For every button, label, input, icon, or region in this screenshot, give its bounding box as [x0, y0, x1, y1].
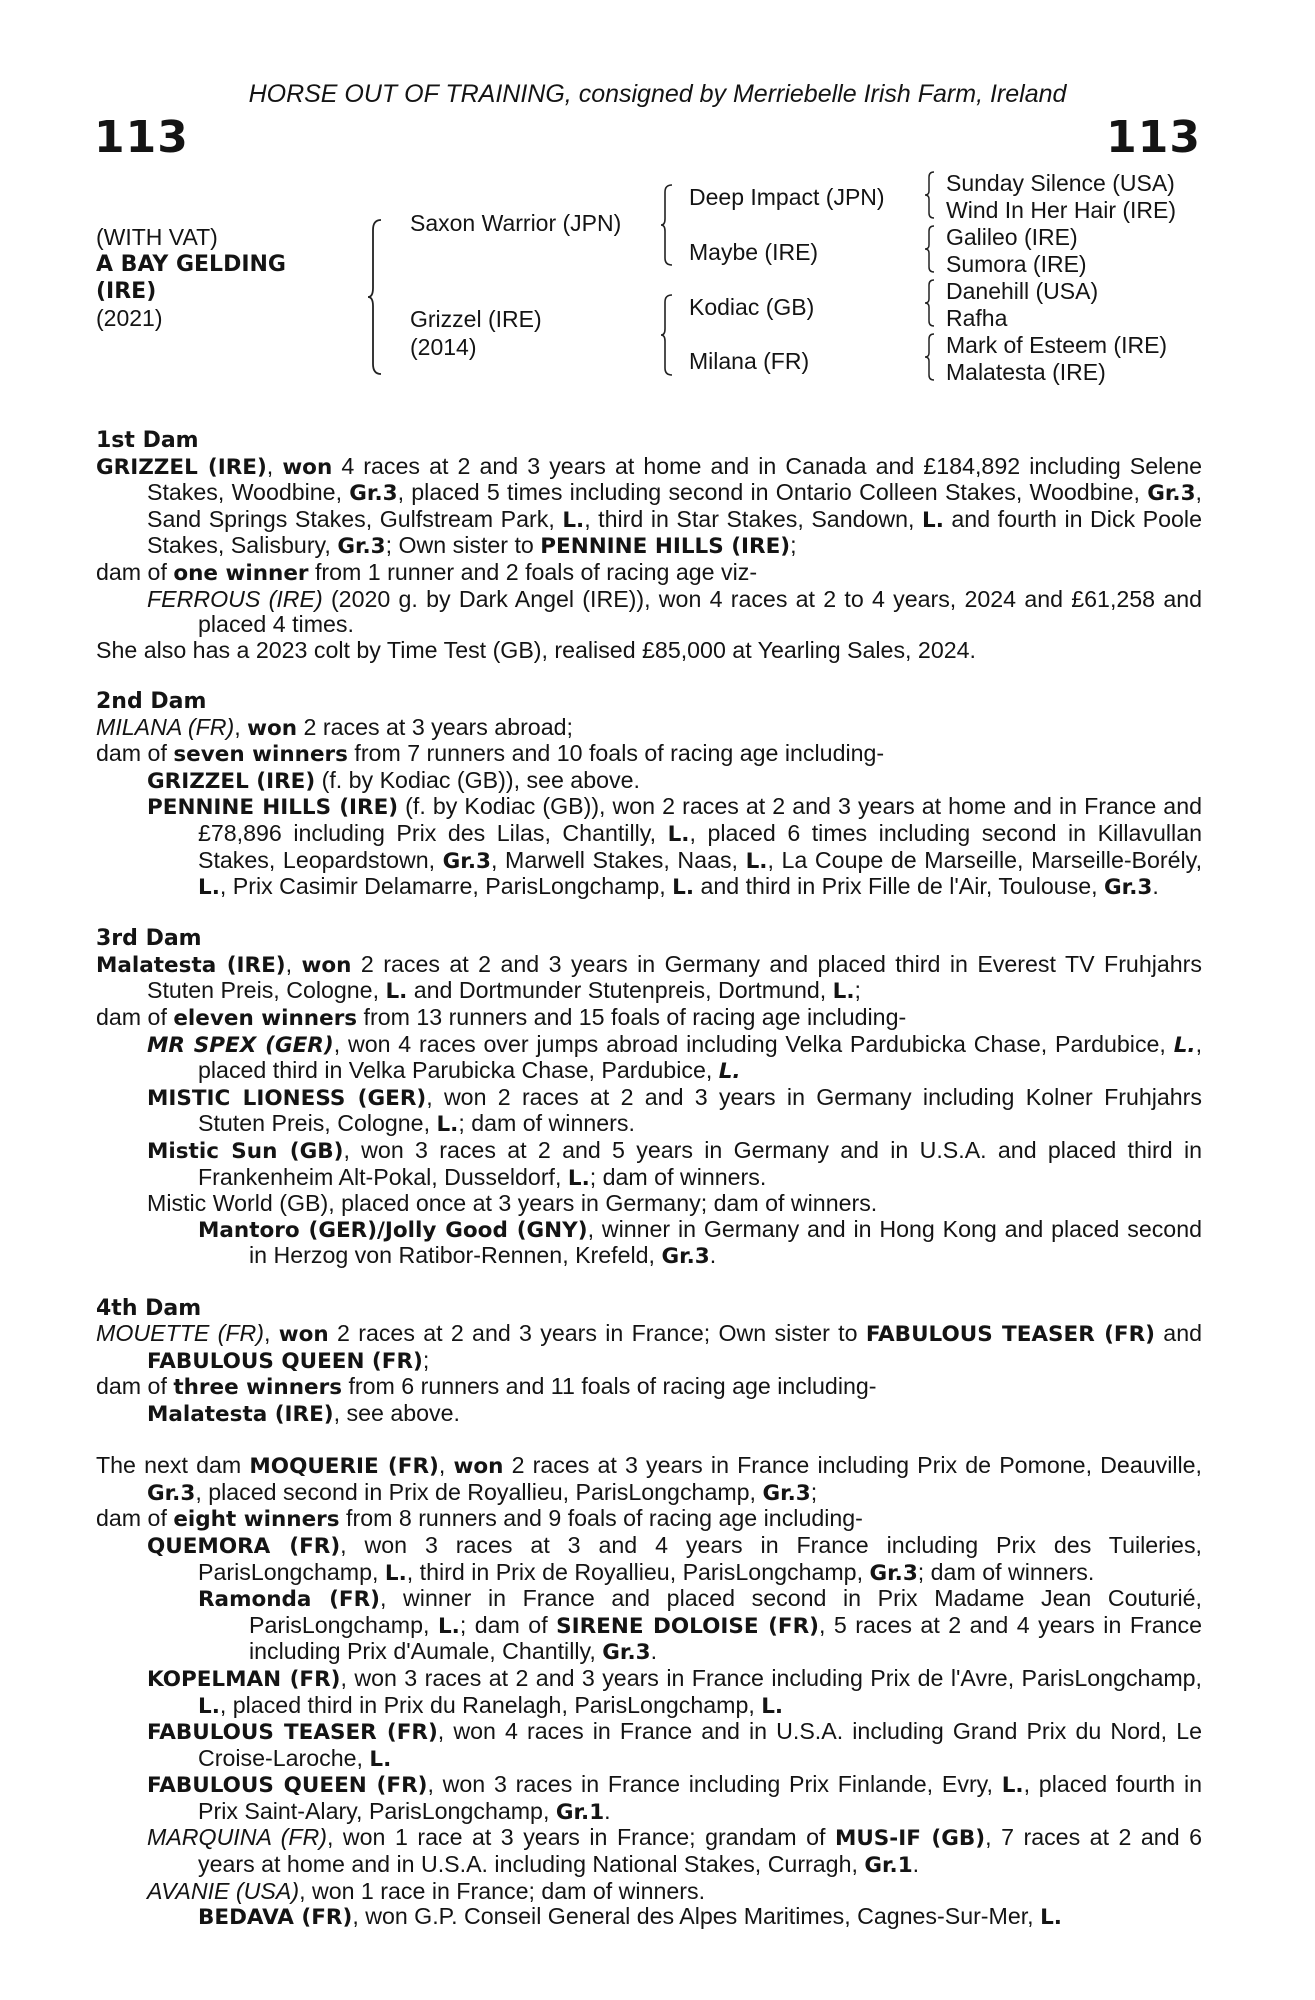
pedigree-entry — [96, 1374, 1202, 1401]
entry-highlight: MUS-IF (GB) — [834, 1826, 986, 1852]
entry-highlight: SIRENE DOLOISE (FR) — [556, 1613, 819, 1639]
entry-text: (2020 g. by Dark Angel (IRE)), won 4 races at 2 to 4 years, 2024 and £61,258 and placed 4 times. — [198, 585, 1203, 638]
entry-highlight: MISTIC LIONESS (GER) — [147, 1085, 427, 1111]
pedigree-entry — [96, 1321, 1202, 1374]
entry-highlight: Malatesta (IRE) — [96, 952, 286, 978]
pedigree-entry — [96, 1825, 1202, 1878]
entry-text: , won 1 race at 3 years in France; grandam of — [326, 1824, 835, 1851]
entry-highlight: won — [453, 1454, 504, 1480]
entry-text: Mistic World (GB), placed once at 3 years in Germany; dam of winners. — [147, 1190, 878, 1217]
ggs-brace-2 — [924, 224, 936, 274]
pedigree-entry — [96, 1032, 1202, 1085]
entry-text: , won 2 races at 2 and 3 years in Germany including Kolner Fruhjahrs Stuten Preis, Cologne, — [198, 1083, 1202, 1137]
entry-text: , won G.P. Conseil General des Alpes Maritimes, Cagnes-Sur-Mer, — [352, 1903, 1041, 1930]
dam-heading: 4th Dam — [96, 1295, 202, 1321]
entry-highlight: L. — [832, 979, 855, 1005]
entry-highlight: L. — [922, 507, 944, 533]
pedigree-entry — [96, 1879, 1202, 1905]
pedigree-entry — [96, 454, 1202, 560]
entry-text: , won 3 races at 2 and 3 years in France including Prix de l'Avre, ParisLongchamp, — [340, 1664, 1202, 1691]
entry-highlight: Gr.1 — [555, 1799, 605, 1825]
entry-text: , third in Prix de Royallieu, ParisLongchamp, — [406, 1558, 870, 1585]
entry-highlight: MARQUINA (FR) — [147, 1824, 327, 1851]
section-gap — [96, 901, 1202, 927]
entry-text: , won 1 race in France; dam of winners. — [299, 1877, 706, 1904]
entry-highlight: FABULOUS QUEEN (FR) — [147, 1773, 428, 1799]
entry-text: (f. by Kodiac (GB)), see above. — [315, 766, 640, 793]
dam-brace — [660, 293, 674, 377]
entry-text: . — [650, 1638, 658, 1665]
entry-text: from 8 runners and 9 foals of racing age including- — [339, 1505, 863, 1532]
entry-highlight: L. — [384, 1560, 407, 1586]
entry-text: . — [1152, 873, 1159, 900]
entry-text: 2 races at 3 years abroad; — [297, 713, 573, 740]
entry-highlight: eleven winners — [173, 1006, 358, 1032]
entry-highlight: Gr.3 — [1147, 481, 1196, 507]
pedigree-entry — [96, 768, 1202, 795]
entry-text: , — [264, 1320, 279, 1347]
dam-dam: Milana (FR) — [689, 348, 810, 374]
great-grandparent: Sunday Silence (USA) — [946, 170, 1175, 196]
entry-text: , placed 5 times including second in Ontario Colleen Stakes, Woodbine, — [397, 479, 1148, 506]
entry-text: . — [912, 1851, 920, 1878]
entry-highlight: Gr.3 — [661, 1244, 710, 1270]
entry-highlight: eight winners — [173, 1507, 340, 1533]
entry-highlight: L. — [369, 1746, 392, 1772]
lot-number-right: 113 — [1106, 112, 1201, 163]
pedigree-entry — [96, 1453, 1202, 1506]
entry-highlight: Malatesta (IRE) — [147, 1401, 334, 1427]
entry-highlight: MR SPEX (GER) — [147, 1032, 334, 1058]
entry-text: from 13 runners and 15 foals of racing age including- — [357, 1004, 907, 1031]
entry-text: , placed third in Prix du Ranelagh, ParisLongchamp, — [219, 1691, 762, 1718]
entry-text: She also has a 2023 colt by Time Test (GB), realised £85,000 at Yearling Sales, 2024. — [96, 636, 976, 663]
pedigree-entry — [96, 560, 1202, 587]
pedigree-entry — [96, 587, 1202, 638]
entry-text: , placed fourth in Prix Saint-Alary, ParisLongchamp, — [198, 1771, 1202, 1824]
section-gap — [96, 1428, 1202, 1454]
entry-highlight: won — [278, 1322, 329, 1348]
entry-highlight: MILANA (FR) — [96, 713, 235, 740]
pedigree-entry — [96, 1401, 1202, 1428]
entry-highlight: L. — [1173, 1032, 1196, 1058]
entry-text: , placed second in Prix de Royallieu, ParisLongchamp, — [195, 1478, 763, 1505]
entry-text: The next dam — [96, 1452, 250, 1479]
sire-brace — [660, 183, 674, 267]
entry-text: dam of — [96, 1373, 174, 1400]
pedigree-entry — [96, 1191, 1202, 1217]
pedigree-entry — [96, 794, 1202, 900]
pedigree-entry — [96, 952, 1202, 1005]
entry-text: from 7 runners and 10 foals of racing age including- — [347, 740, 885, 767]
entry-highlight: L. — [198, 1693, 220, 1719]
entry-highlight: Gr.3 — [762, 1480, 811, 1506]
entry-text: , 5 races at 2 and 4 years in France including Prix d'Aumale, Chantilly, — [249, 1611, 1202, 1665]
entry-text: , won 3 races at 2 and 5 years in Germany and in U.S.A. and placed third in Frankenheim Alt-Pokal, Dusseldorf, — [198, 1137, 1202, 1190]
entry-highlight: AVANIE (USA) — [147, 1877, 300, 1904]
dam: Grizzel (IRE) — [410, 306, 542, 332]
entry-text: , Marwell Stakes, Naas, — [490, 846, 746, 873]
sire-sire: Deep Impact (JPN) — [689, 184, 885, 210]
pedigree-entry — [96, 1005, 1202, 1032]
entry-text: , — [438, 1452, 454, 1479]
entry-text: ; — [422, 1346, 430, 1373]
entry-highlight: won — [301, 952, 352, 978]
entry-text: , winner in Germany and in Hong Kong and placed second in Herzog von Ratibor-Rennen, Krefeld, — [249, 1215, 1202, 1269]
entry-text: dam of — [96, 1505, 174, 1532]
section-gap — [96, 1270, 1202, 1296]
entry-text: , La Coupe de Marseille, Marseille-Borély, — [767, 846, 1203, 873]
entry-highlight: PENNINE HILLS (IRE) — [540, 534, 791, 560]
horse-description: A BAY GELDING — [96, 252, 286, 277]
pedigree-entry — [96, 1085, 1202, 1138]
entry-text: ; Own sister to — [385, 532, 541, 559]
dam-heading: 1st Dam — [96, 428, 199, 453]
entry-text: dam of — [96, 1004, 174, 1031]
ggs-brace-3 — [924, 278, 936, 328]
entry-text: , placed 6 times including second in Killavullan Stakes, Leopardstown, — [198, 819, 1202, 873]
entry-text: , — [266, 452, 283, 479]
entry-text: , — [234, 713, 248, 740]
entry-text: (f. by Kodiac (GB)), won 2 races at 2 and 3 years at home and in France and £78,896 including Prix des Lilas, Chantilly, — [198, 793, 1202, 846]
entry-highlight: FERROUS (IRE) — [147, 585, 323, 612]
entry-text: and Dortmunder Stutenpreis, Dortmund, — [407, 977, 833, 1004]
entry-text: 4 races at 2 and 3 years at home and in Canada and £184,892 including Selene Stakes, Woodbine, — [147, 452, 1202, 506]
entry-highlight: GRIZZEL (IRE) — [96, 454, 267, 480]
entry-text: ; dam of — [459, 1611, 557, 1638]
entry-text: , won 3 races at 3 and 4 years in France including Prix des Tuileries, ParisLongchamp, — [198, 1531, 1202, 1585]
entry-highlight: BEDAVA (FR) — [198, 1905, 353, 1931]
great-grandparent: Mark of Esteem (IRE) — [946, 332, 1168, 358]
pedigree-entry — [96, 1904, 1202, 1931]
entry-text: , Sand Springs Stakes, Gulfstream Park, — [147, 479, 1202, 532]
pedigree-entry — [96, 715, 1202, 742]
entry-highlight: MOQUERIE (FR) — [249, 1454, 439, 1480]
entry-highlight: Gr.3 — [602, 1640, 651, 1666]
horse-origin: (IRE) — [96, 279, 157, 304]
entry-highlight: Ramonda (FR) — [198, 1587, 380, 1613]
entry-highlight: KOPELMAN (FR) — [147, 1666, 341, 1692]
entry-highlight: L. — [1001, 1773, 1024, 1799]
dam-sire: Kodiac (GB) — [689, 294, 815, 320]
great-grandparent: Wind In Her Hair (IRE) — [946, 197, 1177, 223]
entry-highlight: MOUETTE (FR) — [96, 1320, 265, 1347]
entry-highlight: L. — [385, 979, 408, 1005]
entry-text: , third in Star Stakes, Sandown, — [584, 505, 922, 532]
entry-highlight: L. — [1040, 1905, 1062, 1931]
entry-highlight: L. — [761, 1693, 784, 1719]
great-grandparent: Rafha — [946, 305, 1008, 331]
pedigree-entry — [96, 1138, 1202, 1191]
entry-text: , won 3 races in France including Prix Finlande, Evry, — [427, 1771, 1002, 1798]
entry-highlight: one winner — [173, 560, 309, 586]
entry-text: , won 4 races over jumps abroad including Velka Pardubicka Chase, Pardubice, — [333, 1030, 1174, 1057]
consignor-line: HORSE OUT OF TRAINING, consigned by Merriebelle Irish Farm, Ireland — [248, 80, 1067, 108]
pedigree-entry — [96, 1217, 1202, 1270]
entry-text: ; dam of winners. — [589, 1163, 767, 1190]
entry-highlight: Mantoro (GER)/Jolly Good (GNY) — [198, 1217, 588, 1243]
entry-text: 2 races at 2 and 3 years in France; Own sister to — [328, 1320, 866, 1347]
pedigree-entry — [96, 1719, 1202, 1772]
entry-highlight: L. — [198, 875, 220, 901]
entry-text: dam of — [96, 740, 174, 767]
entry-text: , Prix Casimir Delamarre, ParisLongchamp, — [219, 873, 673, 900]
entry-text: , placed third in Velka Parubicka Chase, Pardubice, — [198, 1030, 1203, 1084]
entry-text: , — [285, 950, 302, 977]
pedigree-entry — [96, 741, 1202, 768]
sire: Saxon Warrior (JPN) — [410, 210, 622, 236]
entry-highlight: Gr.1 — [864, 1853, 913, 1879]
entry-text: ; — [790, 532, 797, 559]
great-grandparent: Danehill (USA) — [946, 278, 1099, 304]
pedigree-entry — [96, 1586, 1202, 1666]
entry-highlight: Gr.3 — [869, 1560, 918, 1586]
entry-highlight: L. — [667, 821, 690, 847]
entry-text: . — [604, 1797, 611, 1824]
ggs-brace-1 — [924, 170, 936, 220]
dam-heading: 2nd Dam — [96, 688, 207, 714]
dam-heading: 3rd Dam — [96, 926, 202, 952]
entry-text: , see above. — [333, 1399, 460, 1426]
entry-text: , winner in France and placed second in Prix Madame Jean Couturié, ParisLongchamp, — [249, 1585, 1202, 1638]
entry-highlight: L. — [672, 875, 695, 901]
main-brace — [367, 218, 383, 376]
entry-highlight: Gr.3 — [349, 481, 398, 507]
entry-text: ; dam of winners. — [458, 1110, 635, 1137]
entry-text: . — [709, 1242, 717, 1269]
entry-highlight: three winners — [173, 1375, 343, 1401]
entry-highlight: FABULOUS TEASER (FR) — [147, 1720, 438, 1746]
entry-text: ; — [854, 977, 861, 1004]
entry-text: dam of — [96, 558, 174, 585]
entry-highlight: Gr.3 — [442, 848, 491, 874]
entry-text: and — [1155, 1320, 1202, 1347]
entry-highlight: seven winners — [173, 742, 348, 768]
entry-text: from 6 runners and 11 foals of racing age including- — [342, 1373, 877, 1400]
entry-highlight: L. — [437, 1613, 460, 1639]
great-grandparent: Malatesta (IRE) — [946, 359, 1106, 385]
entry-text: , won 4 races in France and in U.S.A. including Grand Prix du Nord, Le Croise-Laroche, — [198, 1718, 1202, 1771]
entry-highlight: QUEMORA (FR) — [147, 1533, 341, 1559]
entry-text: and fourth in Dick Poole Stakes, Salisbury, — [147, 505, 1202, 559]
entry-highlight: won — [282, 454, 333, 480]
entry-highlight: PENNINE HILLS (IRE) — [147, 795, 399, 821]
entry-highlight: Mistic Sun (GB) — [147, 1139, 344, 1165]
dam-year: (2014) — [410, 334, 477, 360]
entry-text: ; — [810, 1478, 818, 1505]
ggs-brace-4 — [924, 332, 936, 382]
pedigree-entry — [96, 1666, 1202, 1719]
great-grandparent: Sumora (IRE) — [946, 251, 1087, 277]
entry-highlight: Gr.3 — [147, 1480, 196, 1506]
entry-highlight: Gr.3 — [337, 534, 386, 560]
entry-highlight: L. — [562, 507, 585, 533]
entry-text: 2 races at 3 years in France including Prix de Pomone, Deauville, — [503, 1452, 1203, 1479]
vat-note: (WITH VAT) — [96, 224, 218, 250]
family-history — [96, 428, 1202, 1931]
entry-highlight: GRIZZEL (IRE) — [147, 768, 316, 794]
entry-highlight: won — [247, 715, 298, 741]
section-gap — [96, 663, 1202, 689]
entry-text: and third in Prix Fille de l'Air, Toulouse, — [694, 873, 1105, 900]
entry-highlight: L. — [745, 848, 768, 874]
lot-number-left: 113 — [94, 112, 189, 163]
entry-text: 2 races at 2 and 3 years in Germany and placed third in Everest TV Fruhjahrs Stuten Preis, Cologne, — [147, 950, 1202, 1004]
entry-highlight: L. — [436, 1112, 459, 1138]
great-grandparent: Galileo (IRE) — [946, 224, 1078, 250]
entry-highlight: FABULOUS TEASER (FR) — [865, 1322, 1155, 1348]
pedigree-entry — [96, 638, 1202, 664]
entry-text: from 1 runner and 2 foals of racing age viz- — [308, 558, 758, 585]
entry-text: ; dam of winners. — [917, 1558, 1095, 1585]
entry-highlight: Gr.3 — [1104, 875, 1153, 901]
entry-highlight: L. — [567, 1165, 590, 1191]
pedigree-entry — [96, 1772, 1202, 1825]
entry-highlight: FABULOUS QUEEN (FR) — [147, 1348, 423, 1374]
sire-dam: Maybe (IRE) — [689, 239, 819, 265]
entry-text: , 7 races at 2 and 6 years at home and in U.S.A. including National Stakes, Curragh, — [198, 1824, 1202, 1878]
pedigree-entry — [96, 1506, 1202, 1533]
pedigree-entry — [96, 1533, 1202, 1586]
foaling-year: (2021) — [96, 305, 163, 331]
entry-highlight: L. — [718, 1059, 741, 1085]
